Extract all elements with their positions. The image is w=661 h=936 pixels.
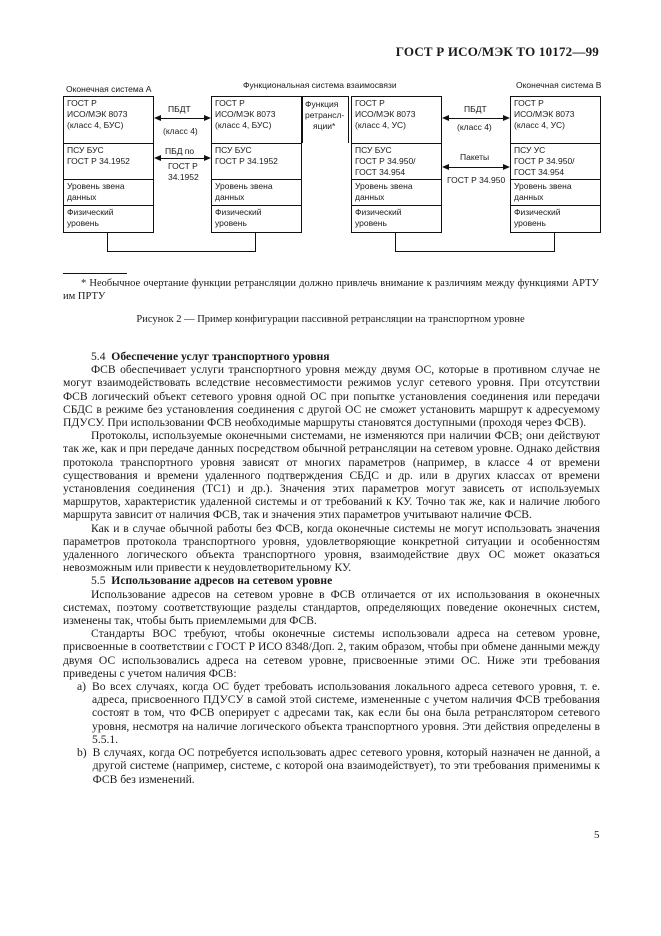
label-end-system-b: Оконечная система B bbox=[516, 80, 602, 90]
stack-end-system-b bbox=[510, 96, 601, 233]
paragraph: Как и в случае обычной работы без ФСВ, когда оконечные системы не могут использовать значения параметров протокола транспортного уровня, удовлетворяющие конкретной ситуации и особенностям удаленного логического объекта транспортного уровня, взаимодействие двух ОС может оказаться невозможным или привести к неудовлетворительному КУ. bbox=[63, 521, 600, 575]
stack-d-physical: Физический уровень bbox=[514, 207, 561, 228]
stack-a-datalink: Уровень звена данных bbox=[64, 180, 153, 206]
link3-label-top: ПБДТ bbox=[464, 104, 487, 114]
arrow-right-icon bbox=[503, 115, 510, 121]
section-heading: 5.4 Обеспечение услуг транспортного уровня bbox=[91, 350, 330, 363]
link3-line bbox=[448, 118, 503, 119]
link3-label-bottom: (класс 4) bbox=[457, 122, 492, 132]
relay-function: Функция ретрансл- яции* bbox=[302, 96, 349, 143]
stack-a-network: ПСУ БУС ГОСТ Р 34.1952 bbox=[64, 144, 153, 180]
stack-end-system-a bbox=[63, 96, 154, 233]
link2-line bbox=[160, 158, 204, 159]
link4-line bbox=[448, 167, 503, 168]
list-item: b) В случаях, когда ОС потребуется использовать адрес сетевого уровня, который назначен не данной, а другой системе (например, системе, с которой она взаимодействует), то эти требования применимы к ФСВ без изменений. bbox=[77, 746, 600, 786]
medium-connector bbox=[255, 232, 256, 252]
stack-c-transport: ГОСТ Р ИСО/МЭК 8073 (класс 4, УС) bbox=[352, 97, 441, 144]
footnote-divider bbox=[63, 273, 127, 274]
arrow-left-icon bbox=[442, 115, 449, 121]
label-interworking-system: Функциональная система взаимосвязи bbox=[243, 80, 397, 90]
link2-label-top: ПБД по bbox=[165, 146, 195, 156]
arrow-right-icon bbox=[204, 115, 211, 121]
medium-connector bbox=[395, 232, 396, 252]
arrow-left-icon bbox=[154, 155, 161, 161]
paragraph: Протоколы, используемые оконечными системами, не изменяются при наличии ФСВ; они действуют так же, как и при передаче данных посредством обычной ретрансляции на сетевом уровне. Однако действия протокола транспортного уровня зависят от многих параметров (например, в классе 4 от времени существования и времени удаленного подтверждения СБДС и др. или в других классах от времени установления соединения (ТС1) и др.). Значения этих параметров могут зависеть от используемых маршрутов, характеристик удаленной системы и от требований к КУ. Точно так же, как и наличие любого маршрута зависит от наличия ФСВ, так и значения этих параметров учитывают наличие ФСВ. bbox=[63, 429, 600, 522]
medium-connector bbox=[107, 232, 108, 252]
requirements-list bbox=[63, 680, 600, 786]
document-header: ГОСТ Р ИСО/МЭК ТО 10172—99 bbox=[395, 44, 599, 59]
stack-d-datalink: Уровень звена данных bbox=[511, 180, 600, 206]
arrow-left-icon bbox=[442, 164, 449, 170]
footnote: * Необычное очертание функции ретрансляции должно привлечь внимание к различиям между функциями АРТУ им ПРТУ bbox=[63, 278, 599, 302]
link4-label-top: Пакеты bbox=[460, 152, 490, 162]
medium-link-right bbox=[395, 251, 555, 252]
link2-label-mid: ГОСТ Р bbox=[168, 161, 198, 171]
paragraph: ФСВ обеспечивает услуги транспортного уровня между двумя ОС, которые в противном случае не могут взаимодействовать вследствие несовместимости режимов услуг сетевого уровня. При отсутствии ФСВ логический объект сетевого уровня одной ОС при попытке установления соединения или передачи СБДС в режиме без установления соединения с другой ОС не сможет установить маршрут к адресуемому ПДУСУ. При использовании ФСВ необходимые маршруты становятся доступными (проходя через ФСВ). bbox=[63, 363, 600, 430]
medium-connector bbox=[554, 232, 555, 252]
stack-a-physical: Физический уровень bbox=[67, 207, 114, 228]
paragraph: Использование адресов на сетевом уровне в ФСВ отличается от их использования в оконечных системах, поэтому соответствующие разделы стандартов, определяющих поведение оконечных систем, изменены так, чтобы быть приемлемыми для ФСВ. bbox=[63, 587, 600, 628]
link4-label-bottom: ГОСТ Р 34.950 bbox=[447, 175, 506, 185]
stack-b-physical: Физический уровень bbox=[215, 207, 262, 228]
paragraph: Стандарты ВОС требуют, чтобы оконечные системы использовали адреса на сетевом уровне, присвоенные в соответствии с ГОСТ Р ИСО 8348/Доп. 2, таким образом, чтобы при обмене данными между двумя ОС использовались адреса на сетевом уровне, присвоенные этими ОС. Ниже эти требования приведены с учетом наличия ФСВ: bbox=[63, 627, 600, 680]
arrow-right-icon bbox=[503, 164, 510, 170]
link1-label-top: ПБДТ bbox=[168, 104, 191, 114]
stack-c-physical: Физический уровень bbox=[355, 207, 402, 228]
list-item: a) Во всех случаях, когда ОС будет требовать использования локального адреса сетевого уровня, т. е. адреса, присвоенного ПДУСУ в самой этой системе, измененные с учетом наличия ФСВ требования состоят в том, что ФСВ оперирует с адресами так, как если бы она была ретранслятором сетевого уровня, несмотря на наличие логического объекта транспортного уровня. Эти действия определены в 5.5.1. bbox=[77, 680, 600, 746]
medium-link-left bbox=[107, 251, 256, 252]
figure-relay-configuration bbox=[0, 0, 661, 300]
stack-relay-right bbox=[351, 96, 442, 233]
page-number: 5 bbox=[594, 829, 600, 841]
main-text bbox=[63, 350, 600, 786]
stack-b-transport: ГОСТ Р ИСО/МЭК 8073 (класс 4, БУС) bbox=[212, 97, 301, 144]
link1-line bbox=[160, 118, 204, 119]
stack-c-network: ПСУ БУС ГОСТ Р 34.950/ ГОСТ 34.954 bbox=[352, 144, 441, 180]
section-heading: 5.5 Использование адресов на сетевом уровне bbox=[91, 574, 333, 588]
stack-c-datalink: Уровень звена данных bbox=[352, 180, 441, 206]
stack-b-network: ПСУ БУС ГОСТ Р 34.1952 bbox=[212, 144, 301, 180]
figure-caption: Рисунок 2 — Пример конфигурации пассивной ретрансляции на транспортном уровне bbox=[136, 314, 525, 325]
arrow-right-icon bbox=[204, 155, 211, 161]
stack-d-transport: ГОСТ Р ИСО/МЭК 8073 (класс 4, УС) bbox=[511, 97, 600, 144]
label-end-system-a: Оконечная система А bbox=[66, 84, 152, 94]
arrow-left-icon bbox=[154, 115, 161, 121]
stack-relay-left bbox=[211, 96, 302, 233]
link2-label-bottom: 34.1952 bbox=[168, 172, 199, 182]
stack-d-network: ПСУ УС ГОСТ Р 34.950/ ГОСТ 34.954 bbox=[511, 144, 600, 180]
stack-b-datalink: Уровень звена данных bbox=[212, 180, 301, 206]
stack-a-transport: ГОСТ Р ИСО/МЭК 8073 (класс 4, БУС) bbox=[64, 97, 153, 144]
link1-label-bottom: (класс 4) bbox=[163, 126, 198, 136]
